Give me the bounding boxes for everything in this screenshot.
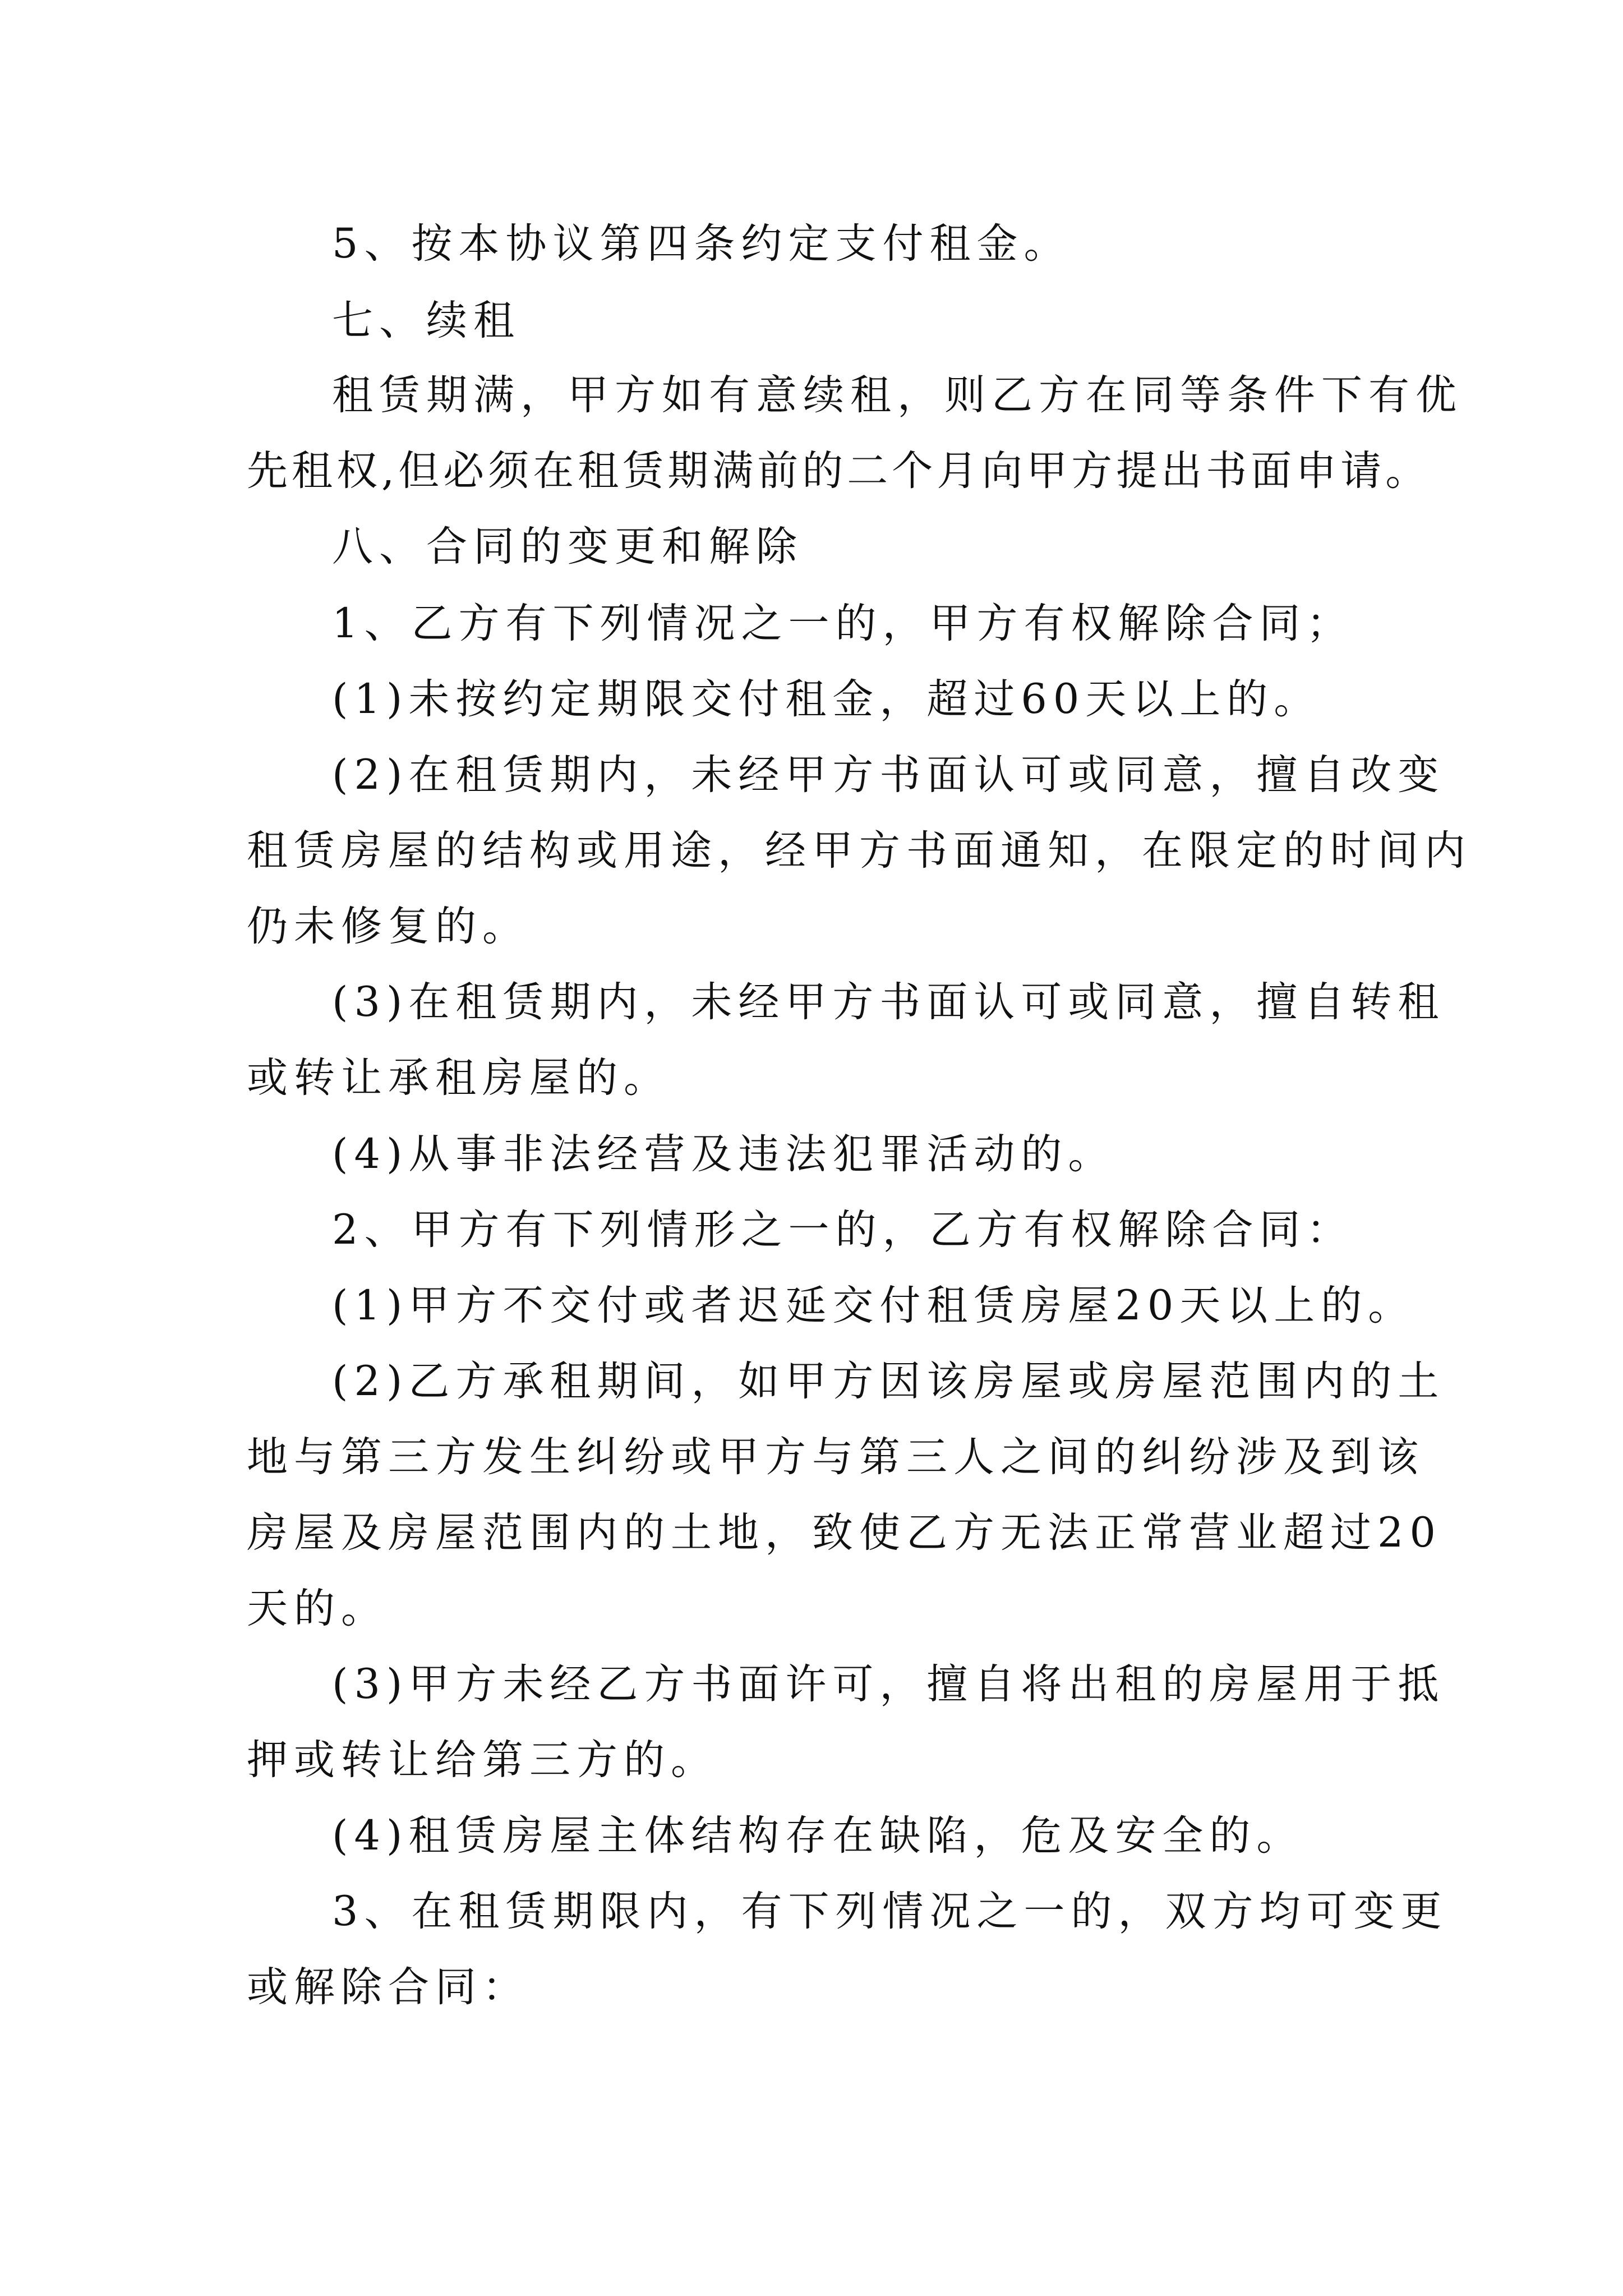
text-line: 先租权,但必须在租赁期满前的二个月向甲方提出书面申请。 [247, 447, 1431, 495]
text-line: 或解除合同： [247, 1963, 529, 2011]
text-line: (4)租赁房屋主体结构存在缺陷，危及安全的。 [332, 1812, 1304, 1860]
text-line: 5、按本协议第四条约定支付租金。 [332, 220, 1071, 268]
text-line: (3)在租赁期内，未经甲方书面认可或同意，擅自转租 [332, 978, 1445, 1026]
text-line: (2)在租赁期内，未经甲方书面认可或同意，擅自改变 [332, 751, 1445, 799]
text-line: 押或转让给第三方的。 [247, 1736, 718, 1784]
text-line: (1)甲方不交付或者迟延交付租赁房屋20天以上的。 [332, 1282, 1415, 1329]
text-line: (2)乙方承租期间，如甲方因该房屋或房屋范围内的土 [332, 1358, 1445, 1405]
section-heading: 七、续租 [332, 297, 520, 344]
text-line: 或转让承租房屋的。 [247, 1054, 671, 1102]
text-line: (4)从事非法经营及违法犯罪活动的。 [332, 1130, 1115, 1178]
section-heading: 八、合同的变更和解除 [332, 523, 803, 570]
text-line: 仍未修复的。 [247, 903, 529, 950]
text-line: (3)甲方未经乙方书面许可，擅自将出租的房屋用于抵 [332, 1660, 1445, 1708]
text-line: 房屋及房屋范围内的土地，致使乙方无法正常营业超过20 [247, 1509, 1442, 1557]
text-line: 天的。 [247, 1585, 388, 1632]
text-line: 租赁期满，甲方如有意续租，则乙方在同等条件下有优 [332, 371, 1463, 419]
text-line: 2、甲方有下列情形之一的，乙方有权解除合同： [332, 1206, 1354, 1254]
text-line: 租赁房屋的结构或用途，经甲方书面通知，在限定的时间内 [247, 827, 1472, 875]
text-line: 3、在租赁期限内，有下列情况之一的，双方均可变更 [332, 1888, 1448, 1935]
text-line: 地与第三方发生纠纷或甲方与第三人之间的纠纷涉及到该 [247, 1433, 1424, 1481]
text-line: (1)未按约定期限交付租金，超过60天以上的。 [332, 675, 1321, 723]
text-line: 1、乙方有下列情况之一的，甲方有权解除合同； [332, 600, 1354, 647]
